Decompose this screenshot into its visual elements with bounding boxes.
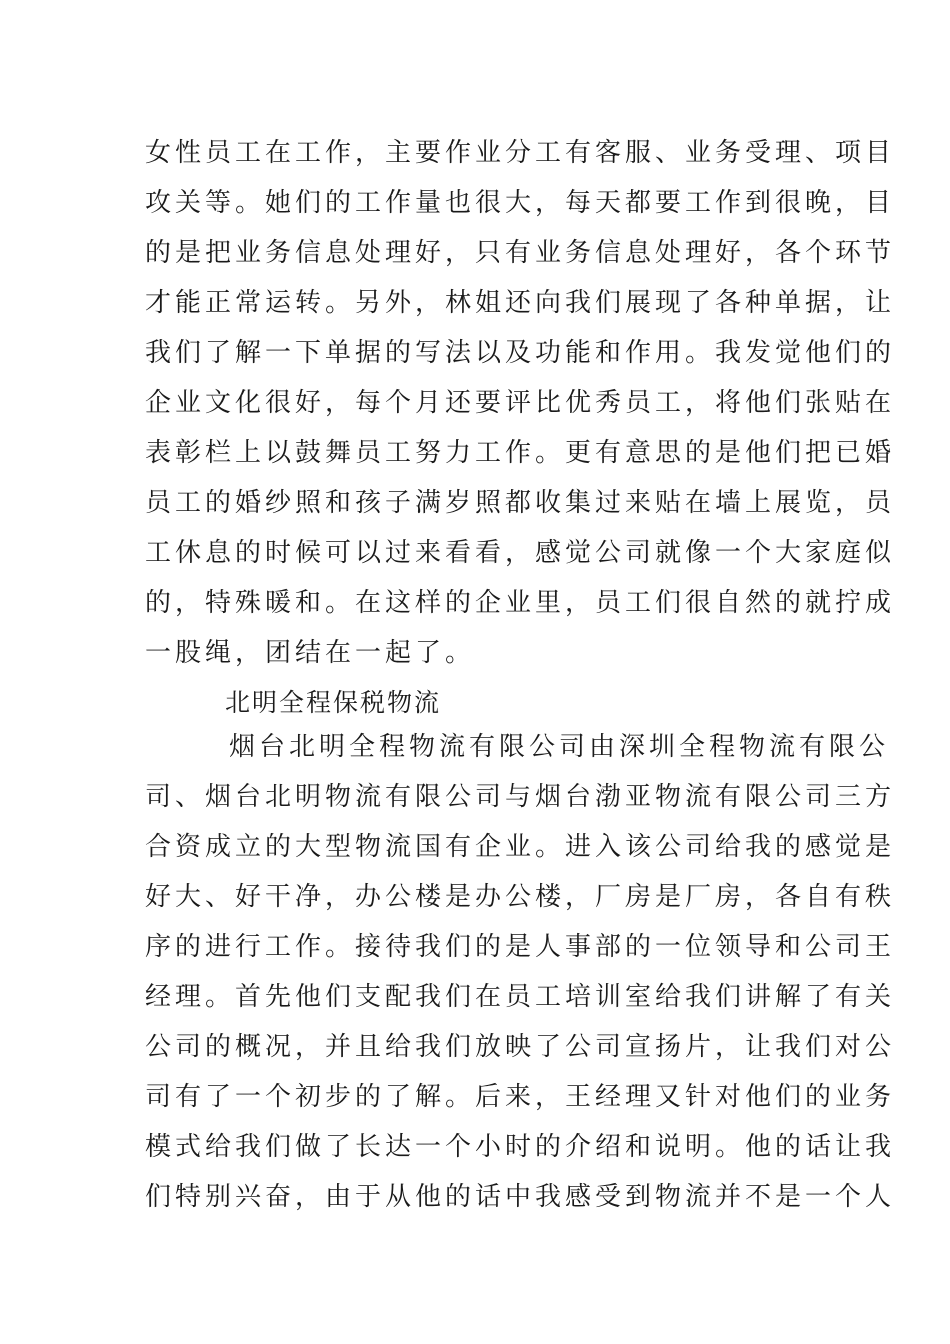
paragraph-employee-culture [145, 128, 896, 678]
text-line: 女性员工在工作，主要作业分工有客服、业务受理、项目 [145, 138, 896, 168]
text-line: 合资成立的大型物流国有企业。进入该公司给我的感觉是 [145, 832, 896, 862]
paragraph-beiming-logistics [145, 722, 896, 1222]
text-line: 员工的婚纱照和孩子满岁照都收集过来贴在墙上展览，员 [145, 488, 896, 518]
text-line: 经理。首先他们支配我们在员工培训室给我们讲解了有关 [145, 982, 896, 1012]
text-line: 一股绳，团结在一起了。 [145, 638, 476, 668]
text-line: 我们了解一下单据的写法以及功能和作用。我发觉他们的 [145, 338, 896, 368]
text-line: 好大、好干净，办公楼是办公楼，厂房是厂房，各自有秩 [145, 882, 896, 912]
section-heading: 北明全程保税物流 [225, 688, 442, 717]
text-line: 们特别兴奋，由于从他的话中我感受到物流并不是一个人 [145, 1182, 896, 1212]
text-line: 司、烟台北明物流有限公司与烟台渤亚物流有限公司三方 [145, 782, 896, 812]
text-line: 公司的概况，并且给我们放映了公司宣扬片，让我们对公 [145, 1032, 896, 1062]
text-line: 司有了一个初步的了解。后来，王经理又针对他们的业务 [145, 1082, 896, 1112]
text-line: 序的进行工作。接待我们的是人事部的一位领导和公司王 [145, 932, 896, 962]
section-heading-block [145, 678, 815, 728]
text-line: 企业文化很好，每个月还要评比优秀员工，将他们张贴在 [145, 388, 896, 418]
text-line: 的，特殊暖和。在这样的企业里，员工们很自然的就拧成 [145, 588, 896, 618]
text-line: 表彰栏上以鼓舞员工努力工作。更有意思的是他们把已婚 [145, 438, 896, 468]
text-line: 的是把业务信息处理好，只有业务信息处理好，各个环节 [145, 238, 896, 268]
text-line: 模式给我们做了长达一个小时的介绍和说明。他的话让我 [145, 1132, 896, 1162]
text-line: 工休息的时候可以过来看看，感觉公司就像一个大家庭似 [145, 538, 896, 568]
text-line: 攻关等。她们的工作量也很大，每天都要工作到很晚，目 [145, 188, 896, 218]
text-line: 烟台北明全程物流有限公司由深圳全程物流有限公 [229, 732, 890, 762]
text-line: 才能正常运转。另外，林姐还向我们展现了各种单据，让 [145, 288, 896, 318]
